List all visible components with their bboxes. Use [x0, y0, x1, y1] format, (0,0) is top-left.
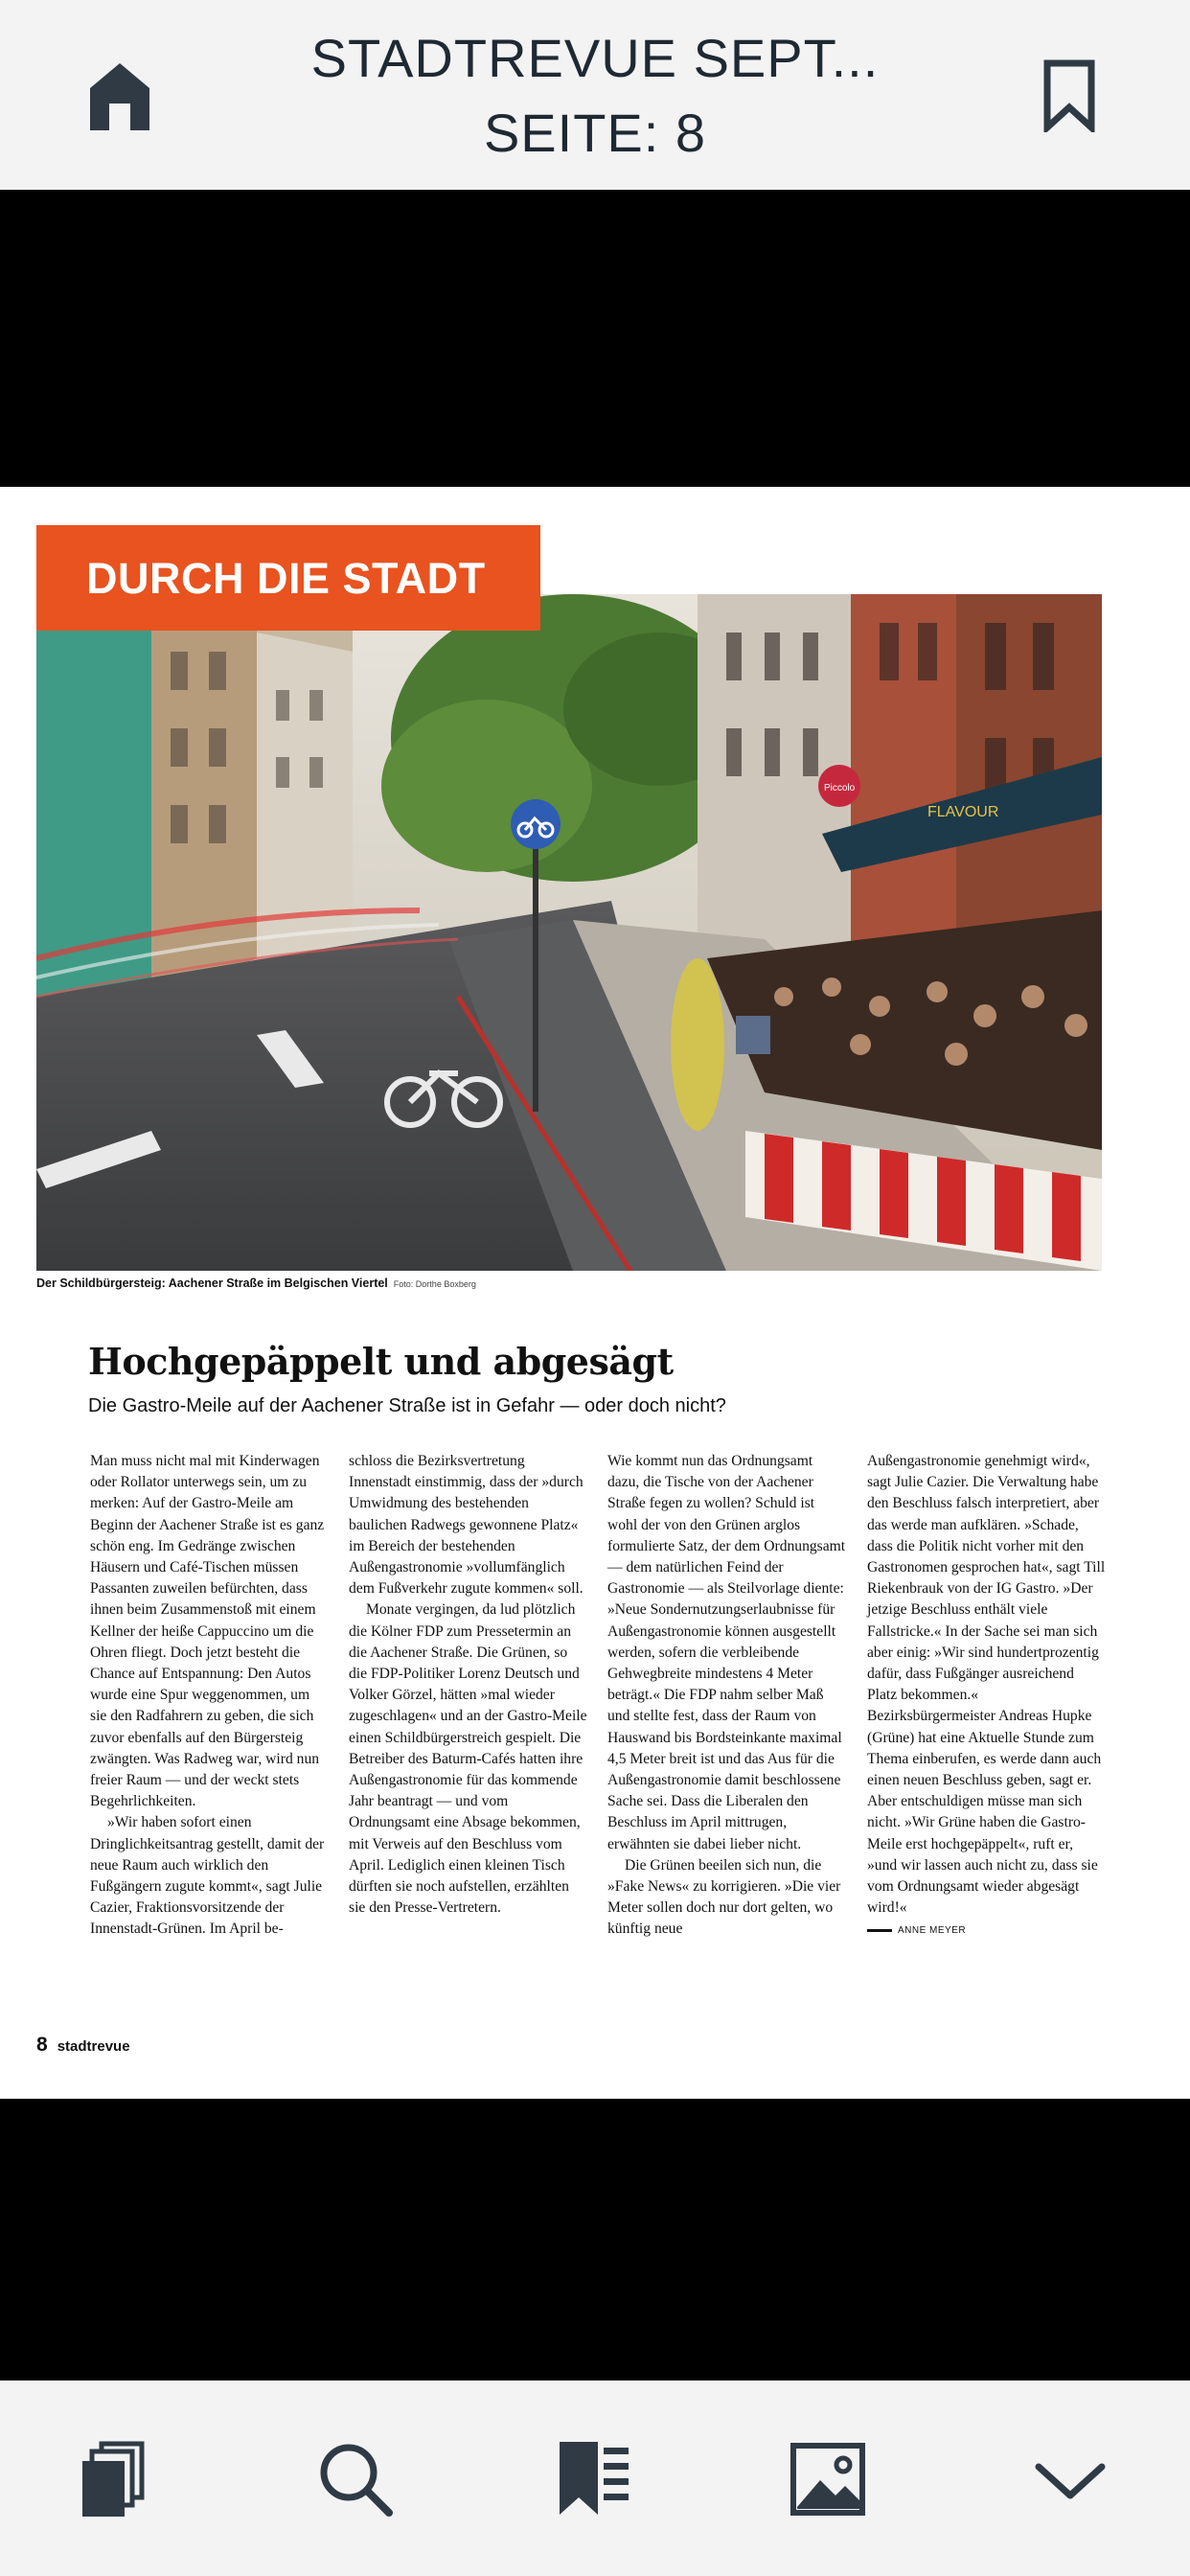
page-indicator: SEITE: 8: [483, 103, 707, 163]
collapse-button[interactable]: [1029, 2438, 1111, 2520]
bottom-toolbar: [0, 2380, 1190, 2576]
section-kicker: [36, 525, 540, 631]
bookmark-button[interactable]: [1042, 59, 1096, 132]
folio-number: 8: [36, 2034, 48, 2056]
article-column-2: [349, 1451, 588, 1919]
image-gallery-icon: [788, 2438, 870, 2520]
article-headline: Hochgepäppelt und abgesägt: [88, 1340, 674, 1383]
pages-button[interactable]: [77, 2438, 159, 2520]
author-byline: ANNE MEYER: [867, 1920, 1107, 1942]
home-button[interactable]: [84, 58, 155, 134]
paragraph: Die Grünen beeilen sich nun, die »Fake News« zu korrigieren. »Die vier Meter sollen doch nur dort gelten, wo künftig neue: [607, 1856, 841, 1938]
cafe-sign: Piccolo: [824, 783, 856, 794]
article-column-1: [90, 1451, 330, 1941]
bookmark-list-button[interactable]: [554, 2438, 636, 2520]
photo-caption: [36, 1276, 476, 1290]
home-icon: [84, 58, 155, 134]
search-button[interactable]: [314, 2438, 397, 2520]
photo-credit: Foto: Dorthe Boxberg: [393, 1279, 476, 1289]
document-title: [240, 21, 950, 171]
bar-sign: FLAVOUR: [927, 804, 999, 820]
article-subheadline: Die Gastro-Meile auf der Aachener Straße ist in Gefahr — oder doch nicht?: [88, 1395, 726, 1416]
paragraph: schloss die Bezirksvertretung Innenstadt einstimmig, dass der »durch Umwidmung des bestehenden baulichen Radwegs gewonnene Platz« im Bereich der bestehenden Außengastronomie »vollumfänglich dem Fußverkehr zugute kommen« soll.: [349, 1453, 584, 1598]
paragraph: Wie kommt nun das Ordnungsamt dazu, die Tische von der Aachener Straße fegen zu wollen? Schuld ist wohl der von den Grünen arglos formulierte Satz, der dem Ordnungsamt — dem natürlichen Feind der Gastronomie — als Steilvorlage diente: »Neue Sondernutzungserlaubnisse für Außengastronomie können ausgestellt werden, sofern die verbleibende Gehwegbreite mindestens 4 Meter beträgt.« Die FDP nahm selber Maß und stellte fest, dass der Raum von Hauswand bis Bordsteinkante maximal 4,5 Meter breit ist und das Aus für die Außengastronomie damit beschlossene Sache sei. Dass die Liberalen den Beschluss im April mittrugen, erwähnten sie dabei lieber nicht.: [607, 1453, 846, 1852]
photo-caption-text: Der Schildbürgersteig: Aachener Straße im Belgischen Viertel: [36, 1276, 388, 1290]
page-folio: [36, 2034, 130, 2057]
paragraph: Man muss nicht mal mit Kinderwagen oder Rollator unterwegs sein, um zu merken: Auf der Gastro-Meile am Beginn der Aachener Straße ist es ganz schön eng. Im Gedränge zwischen Häusern und Café-Tischen müssen Passanten zuweilen befürchten, dass ihnen beim Zusammenstoß mit einem Kellner der heiße Cappuccino um die Ohren fliegt. Doch jetzt besteht die Chance auf Entspannung: Den Autos wurde eine Spur weggenommen, um sie den Radfahrern zu geben, die sich zuvor ebenfalls auf den Bürgersteig zwängten. Was Radweg war, wird nun freier Raum — und der weckt stets Begehrlichkeiten.: [90, 1453, 325, 1810]
article-column-4: [867, 1451, 1107, 1943]
top-bar: [0, 0, 1190, 190]
magazine-page[interactable]: [0, 487, 1190, 2099]
image-gallery-button[interactable]: [788, 2438, 870, 2520]
paragraph: Monate vergingen, da lud plötzlich die Kölner FDP zum Pressetermin an die Aachener Straße. Die Grünen, so die FDP-Politiker Lorenz Deutsch und Volker Görzel, hätten »mal wieder zugeschlagen« und an der Gastro-Meile einen Schildbürgerstreich gespielt. Die Betreiber des Baturm-Cafés hatten ihre Außengastronomie für das kommende Jahr beantragt — und vom Ordnungsamt eine Absage bekommen, mit Verweis auf den Beschluss vom April. Lediglich einen kleinen Tisch dürften sie noch aufstellen, erzählten sie den Presse-Vertretern.: [349, 1601, 587, 1917]
paragraph: »Wir haben sofort einen Dringlichkeitsantrag gestellt, damit der neue Raum auch wirklich den Fußgängern zugute kommt«, sagt Julie Cazier, Fraktionsvorsitzende der Innenstadt-Grünen. Im April be-: [90, 1814, 325, 1938]
folio-magazine: stadtrevue: [57, 2038, 130, 2055]
article-photo: [36, 594, 1102, 1271]
section-kicker-label: DURCH DIE STADT: [86, 554, 486, 603]
pages-icon: [77, 2438, 159, 2520]
chevron-down-icon: [1029, 2438, 1111, 2520]
bookmark-list-icon: [554, 2438, 636, 2520]
search-icon: [314, 2438, 397, 2520]
paragraph: Außengastronomie genehmigt wird«, sagt Julie Cazier. Die Verwaltung habe den Beschluss falsch interpretiert, aber das werde man aufklären. »Schade, dass die Politik nicht vorher mit den Gastronomen gesprochen hat«, sagt Till Riekenbrauk von der IG Gastro. »Der jetzige Beschluss enthält viele Fallstricke.« In der Sache sei man sich aber einig: »Wir sind hundertprozentig dafür, dass Fußgänger ausreichend Platz bekommen.« Bezirksbürgermeister Andreas Hupke (Grüne) hat eine Aktuelle Stunde zum Thema einberufen, es werde dann auch einen neuen Beschluss geben, sagt er. Aber entschuldigen müsse man sich nicht. »Wir Grüne haben die Gastro-Meile erst hochgepäppelt«, ruft er, »und wir lassen auch nicht zu, dass sie vom Ordnungsamt wieder abgesägt wird!«: [867, 1453, 1106, 1917]
article-column-3: [607, 1451, 847, 1941]
magazine-title: STADTREVUE SEPT...: [310, 28, 880, 88]
bookmark-icon: [1042, 59, 1096, 132]
